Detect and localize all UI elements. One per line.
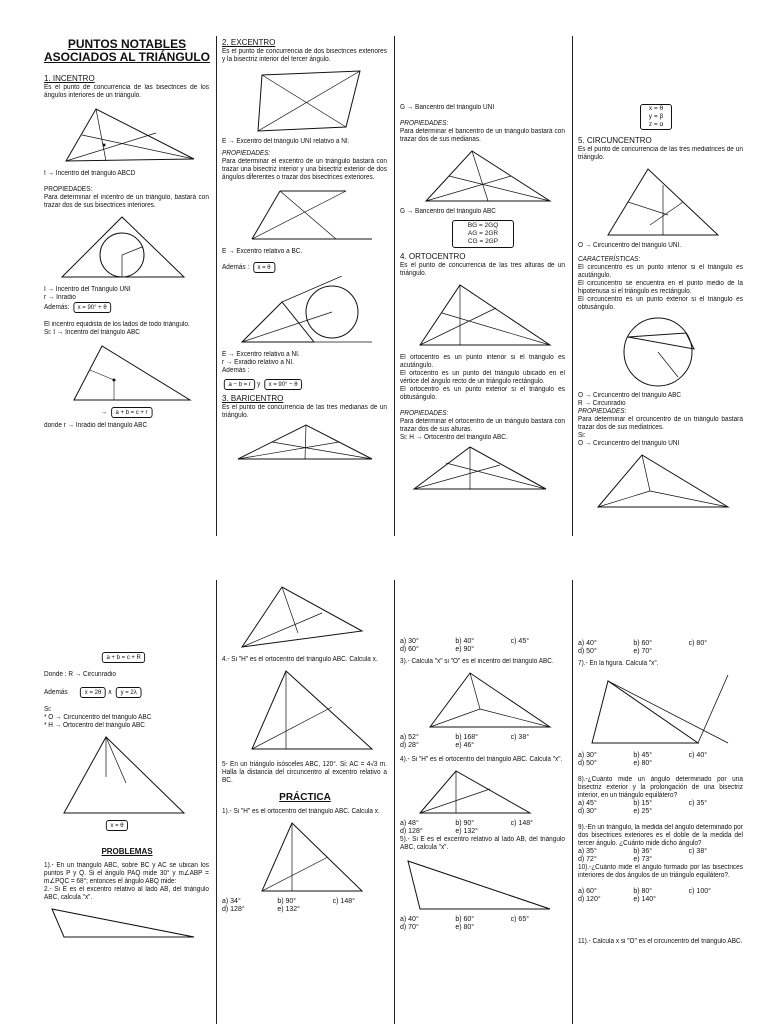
answer-option: c) 38° [688,848,708,855]
formula-box: x = θ [106,820,128,831]
answer-option: d) 28° [400,742,419,749]
excentro-figure [222,67,388,135]
problem-text: 7).- En la figura. Calcula "x". [578,660,659,667]
definition-text: Es el punto de concurrencia de las bisectrices de los ángulos interiores de un triángulo. [44,84,209,99]
figure-caption: G → Baricentro del triángulo ABC [400,208,496,215]
figure-caption: R → Circunradio [578,400,626,407]
answer-option: a) 40° [578,640,597,647]
definition-text: Es el punto de concurrencia de dos bisectrices exteriores y la bisectriz interior del tercer ángulo. [222,48,387,63]
ortocentro-abc-figure [400,445,566,491]
answer-options [400,820,566,836]
figure-caption: r → Exradio relativo a NI. [222,359,294,366]
column-baricentro-ortocentro [400,36,566,536]
answer-option: e) 46° [455,742,475,749]
problem-text: 3).- Calcula "x" si "O" es el incentro del triángulo ABC. [400,658,554,665]
answer-option: e) 140° [633,896,656,903]
arrow-icon: → [100,409,108,416]
answer-option: d) 70° [400,924,419,931]
ratio-line: CG = 2GP [467,238,499,245]
column-divider [216,580,217,1024]
answer-option: b) 36° [633,848,653,855]
problem-3-figure [222,583,388,653]
circuncentro-uni-figure [578,451,744,511]
label: Además : [222,367,250,374]
paragraph: El circuncentro es un punto exterior si el triángulo es obtusángulo. [578,296,743,311]
formula-box: a + b = c + r [111,407,152,418]
paragraph: Para determinar el circuncentro de un triángulo bastará trazar dos de sus mediatrices. [578,416,743,431]
text-line: Si: H → Ortocentro del triángulo ABC. [400,434,508,441]
circuncentro-figure [578,165,744,239]
answer-option: e) 132° [277,906,300,913]
section-heading: 5. CIRCUNCENTRO [578,136,652,145]
ortocentro-figure [400,281,566,351]
answer-options [578,800,744,816]
definition-text: Es el punto de concurrencia de las tres medianas de un triángulo. [222,404,387,419]
paragraph: Para determinar el excentro de un triángulo bastará con trazar una bisectriz interior y una bisectriz exterior de dos ángulos diferentes o trazar dos bisectrices exteriores. [222,158,387,181]
text-line: r → Inradio [44,294,76,301]
figure-caption: E → Excentro relativo a NI. [222,351,300,358]
answer-options [222,898,388,914]
section-heading: PRÁCTICA [279,792,331,803]
answer-option: a) 30° [578,752,597,759]
answer-option: b) 90° [455,820,475,827]
text-line: Si: I → Incentro del triángulo ABC [44,329,140,336]
answer-option: d) 128° [400,828,423,835]
answer-option: c) 80° [688,640,708,647]
answer-options [578,848,744,864]
paragraph: El circuncentro se encuentra en el punto medio de la hipotenusa si el triángulo es rectángulo. [578,280,743,295]
column-excentro [222,36,388,536]
text-line: * O → Circuncentro del triángulo ABC [44,714,152,721]
problem-text: 2.- Si E es el excentro relativo al lado AB, del triángulo ABC, calcula "x". [44,886,209,901]
label: Si: [44,706,52,713]
figure-caption: O → Circuncentro del triángulo ABC [578,392,682,399]
text-line: O → Circuncentro del triángulo UNI [578,440,680,447]
exradio-figure [222,276,388,348]
formula-box: x = θ [253,262,275,273]
ratios-box [452,220,514,248]
problem-text: 5).- Si E es el excentro relativo al lado AB, del triángulo ABC, calcula "x". [400,836,565,851]
label: Si: [578,432,586,439]
problem-4b-figure [400,767,566,817]
answer-option: d) 60° [400,646,419,653]
answer-option: d) 50° [578,760,597,767]
paragraph: El ortocentro es un punto del triángulo ubicado en el vértice del ángulo recto de un triángulo rectángulo. [400,370,565,385]
equation: y = β [648,113,664,120]
practice-1-figure [222,819,388,895]
answer-option: c) 40° [688,752,708,759]
answer-option: b) 80° [633,888,653,895]
section-heading: 4. ORTOCENTRO [400,252,466,261]
top-page [0,36,768,536]
answer-option: b) 15° [633,800,653,807]
answer-option: c) 45° [510,638,530,645]
answer-option: e) 132° [455,828,478,835]
formula-box: y = 2λ [116,687,141,698]
text-line: donde r → Inradio del triángulo ABC [44,422,148,429]
definition-text: Es el punto de concurrencia de las tres alturas de un triángulo. [400,262,565,277]
problem-text: 4.- Si "H" es el ortocentro del triángulo ABC. Calcula x. [222,656,378,663]
answer-options [400,638,566,654]
bottom-page [0,580,768,1024]
answer-option: c) 148° [332,898,355,905]
answer-option: e) 73° [633,856,653,863]
baricentro-figure [222,423,388,463]
paragraph: El circuncentro es un punto interior si el triángulo es acutángulo. [578,264,743,279]
problem-text: 9).-En un triángulo, la medida del ángulo determinado por dos bisectrices exteriores es el doble de la medida del tercer ángulo. ¿Cuánto mide dicho ángulo? [578,824,743,847]
answer-option: a) 60° [578,888,597,895]
answer-option: b) 168° [455,734,478,741]
answer-option: e) 70° [633,648,653,655]
answer-option: a) 45° [578,800,597,807]
problem-text: 4).- Si "H" es el ortocentro del triángulo ABC. Calcula "x". [400,756,563,763]
label: Además [44,689,68,696]
bottom-column-1 [44,580,210,1024]
section-heading: 3. BARICENTRO [222,394,284,403]
incentro-abc-figure [44,340,210,404]
answer-option: a) 48° [400,820,419,827]
formula-box: x = 2θ [80,687,106,698]
text-line: * H → Ortocentro del triángulo ABC [44,722,145,729]
section-heading: PROPIEDADES: [400,410,449,417]
answer-option: b) 90° [277,898,297,905]
answer-option: d) 120° [578,896,601,903]
answer-options [578,888,744,904]
answer-options [400,734,566,750]
column-divider [394,580,395,1024]
definition-text: Es el punto de concurrencia de las tres mediatrices de un triángulo. [578,146,743,161]
figure-caption: E → Excentro relativo a BC. [222,248,303,255]
answer-option: c) 38° [510,734,530,741]
incircle-figure [44,213,210,283]
problem-text: 10).-¿Cuánto mide el ángulo formado por las bisectrices interiores de dos ángulos de un triángulo equilátero?. [578,864,743,879]
answer-option: b) 40° [455,638,475,645]
section-heading: PROPIEDADES: [400,120,449,127]
problem-7-figure [578,671,744,749]
answer-option: b) 60° [633,640,653,647]
circuncentro-ortocentro-figure [44,733,210,817]
answer-option: e) 80° [455,924,475,931]
answer-option: e) 80° [633,760,653,767]
circumcircle-figure [578,315,744,389]
paragraph: Para determinar el baricentro de un triángulo bastará con trazar dos de sus medianas. [400,128,565,143]
text-line: Donde : R → Circunradio [44,671,116,678]
paragraph: El ortocentro es un punto interior si el triángulo es acutángulo. [400,354,565,369]
problem-4-figure [222,667,388,753]
problem-text: 5- En un triángulo isósceles ABC, 120°. Si: AC = 4√3 m. Halla la distancia del circuncentro al excentro relativo a BC. [222,761,387,784]
section-heading: 1. INCENTRO [44,74,95,83]
formula-box: x = 90° + θ [73,302,111,313]
formula-box: a + b = c + R [102,652,146,663]
formula-box: x = 90° − θ [264,379,302,390]
label: Además: [44,304,70,311]
problem-2-figure [44,905,210,941]
ratio-line: BG = 2GQ [467,222,499,229]
column-incentro [44,36,210,536]
conjunction: y [257,381,261,388]
problem-5b-figure [400,855,566,913]
equation: z = α [648,121,664,128]
bottom-column-3 [400,580,566,1024]
page-title: PUNTOS NOTABLES ASOCIADOS AL TRIÁNGULO [44,37,210,64]
problem-text: 11).- Calcula x si "O" es el circuncentro del triángulo ABC. [578,938,743,945]
formula-box: a − b = r [224,379,255,390]
excentro-bc-figure [222,185,388,245]
paragraph: El incentro equidista de los lados de todo triángulo. [44,321,190,328]
answer-option: b) 60° [455,916,475,923]
and-symbol: ∧ [107,689,113,696]
label: Además : [222,264,250,271]
problem-3b-figure [400,669,566,731]
section-heading: 2. EXCENTRO [222,38,276,47]
figure-caption: O → Circuncentro del triángulo UNI. [578,242,682,249]
column-circuncentro [578,36,744,536]
answer-option: d) 50° [578,648,597,655]
figure-caption: I → Incentro del triángulo ABCD [44,170,136,177]
answer-options [400,916,566,932]
figure-caption: G → Baricentro del triángulo UNI [400,104,495,111]
section-heading: PROBLEMAS [101,847,153,856]
paragraph: El ortocentro es un punto exterior si el triángulo es obtusángulo. [400,386,565,401]
paragraph: Para determinar el incentro de un triángulo, bastará con trazar dos de sus bisectrices interiores. [44,194,209,209]
answer-option: d) 30° [578,808,597,815]
paragraph: Para determinar el ortocentro de un triángulo bastará con trazar dos de sus alturas. [400,418,565,433]
answer-options [578,752,744,768]
column-divider [394,36,395,536]
section-heading: PROPIEDADES: [578,408,627,415]
incentro-triangle-figure [44,103,210,167]
section-heading: CARACTERÍSTICAS: [578,256,641,263]
answer-option: e) 90° [455,646,475,653]
bottom-column-2 [222,580,388,1024]
bottom-column-4 [578,580,744,1024]
answer-options [578,640,744,656]
answer-option: d) 72° [578,856,597,863]
answer-option: a) 40° [400,916,419,923]
baricentro-abc-figure [400,147,566,205]
column-divider [216,36,217,536]
equation: x = θ [648,105,664,112]
answer-option: d) 128° [222,906,245,913]
problem-text: 1).- Si "H" es el ortocentro del triángulo ABC. Calcula x. [222,808,380,815]
section-heading: PROPIEDADES: [44,186,93,193]
answer-option: c) 35° [688,800,708,807]
figure-caption: E → Excentro del triángulo UNI relativo a NI. [222,138,350,145]
answer-option: e) 25° [633,808,653,815]
answer-option: a) 34° [222,898,241,905]
column-divider [572,36,573,536]
answer-option: a) 52° [400,734,419,741]
answer-option: a) 30° [400,638,419,645]
problem-text: 8).-¿Cuánto mide un ángulo determinado por una bisectriz exterior y la prolongación de una bisectriz interior, en un triángulo equilátero? [578,776,743,799]
column-divider [572,580,573,1024]
text-line: I → Incentro del Triángulo UNI [44,286,131,293]
answer-option: c) 100° [688,888,711,895]
answer-option: c) 65° [510,916,530,923]
ratio-line: AG = 2GR [467,230,499,237]
answer-option: b) 45° [633,752,653,759]
answer-option: a) 35° [578,848,597,855]
equations-box [640,104,672,130]
section-heading: PROPIEDADES: [222,150,271,157]
problem-text: 1).- En un triángulo ABC, sobre BC y AC se ubican los puntos P y Q. Si el ángulo PAQ mide 30° y m∠ABP = m∠PQC = 68°; entonces el ángulo ABQ mide: [44,862,209,885]
answer-option: c) 148° [510,820,533,827]
